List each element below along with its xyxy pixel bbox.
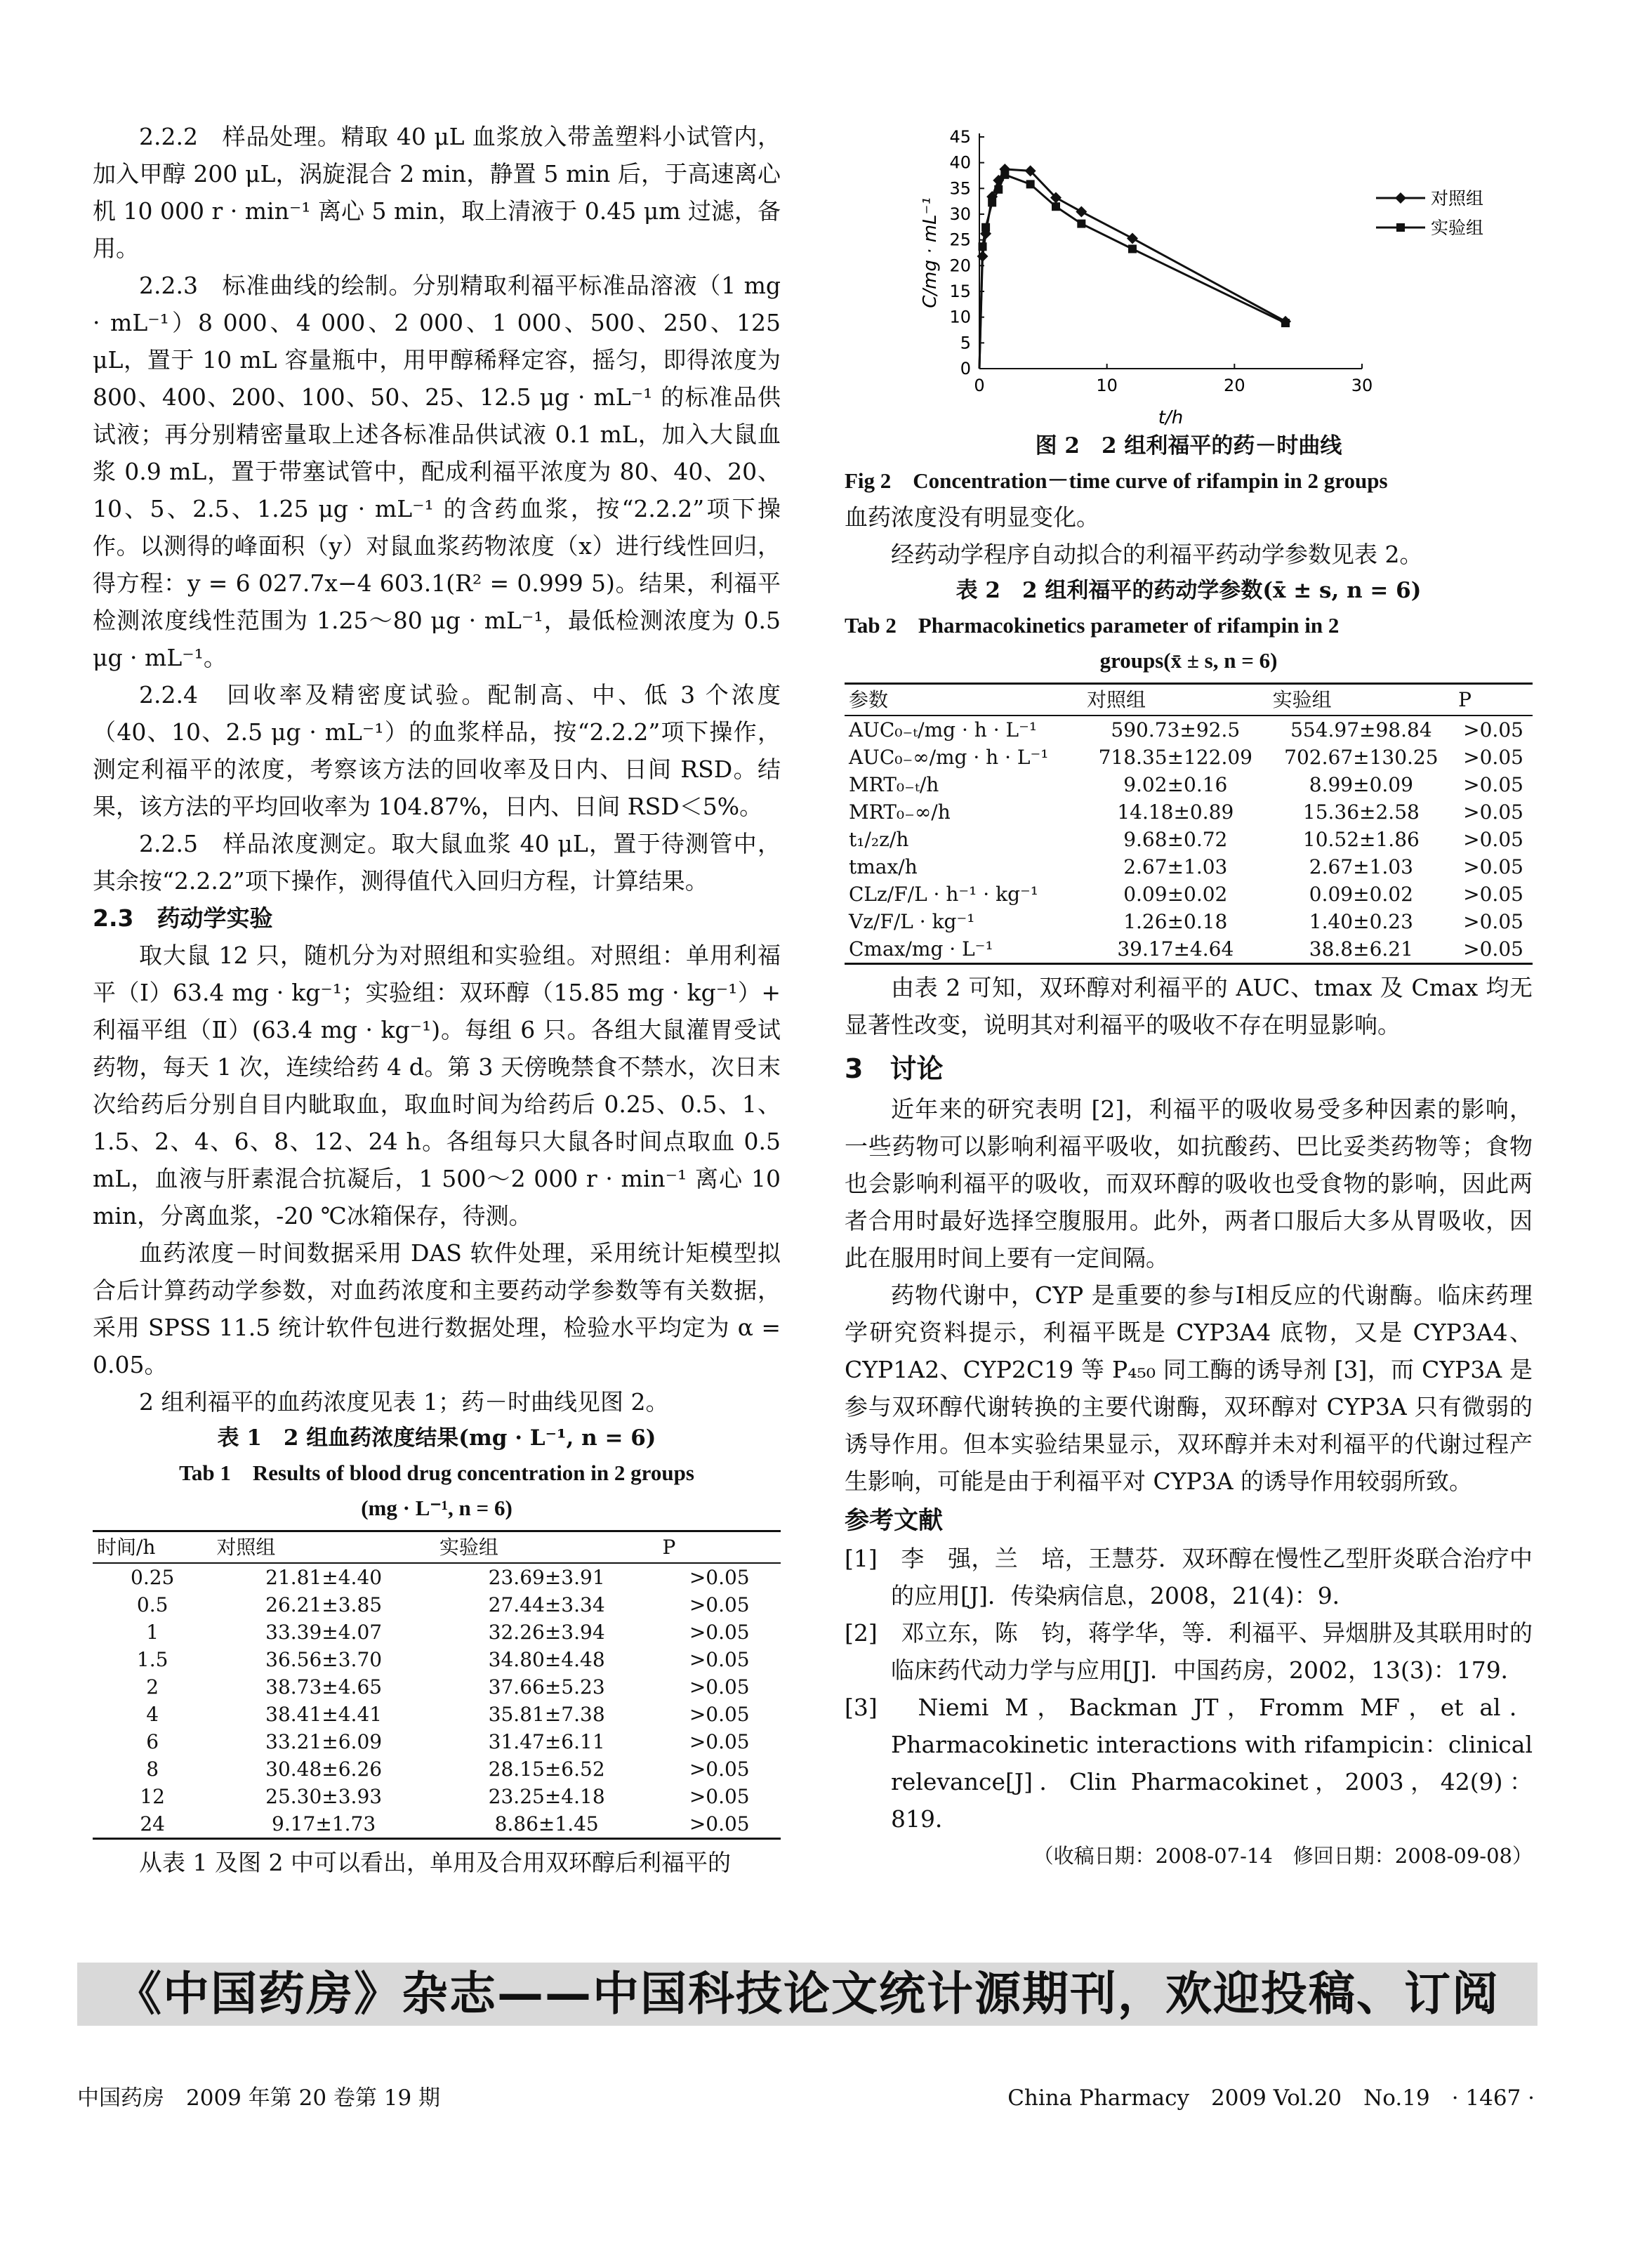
- table1-caption-en-1: Tab 1 Results of blood drug concentration in 2 groups: [179, 1461, 694, 1485]
- table1-header-row: [93, 1531, 781, 1564]
- paragraph-discussion-2: 药物代谢中，CYP 是重要的参与Ⅰ相反应的代谢酶。临床药理学研究资料提示，利福平既是 CYP3A4 底物，又是 CYP3A4、CYP1A2、CYP2C19 等 P₄₅₀ 同工酶的诱导剂 [3]，而 CYP3A 是参与双环醇代谢转换的主要代谢酶，双环醇对 CYP3A 只有微弱的诱导作用。但本实验结果显示，双环醇并未对利福平的代谢过程产生影响，可能是由于利福平对 CYP3A 的诱导作用较弱所致。: [845, 1281, 1533, 1495]
- table2-caption-en-1: Tab 2 Pharmacokinetics parameter of rifampin in 2: [845, 613, 1340, 638]
- legend-marker: [1395, 192, 1406, 204]
- x-tick-label: 10: [1096, 376, 1118, 395]
- section-2-2-5: 2.2.5 样品浓度测定。取大鼠血浆 40 μL，置于待测管中，其余按“2.2.2”项下操作，测得值代入回归方程，计算结果。: [93, 830, 781, 895]
- table2-header: 参数: [845, 684, 1083, 716]
- chart-plot-area: [920, 127, 1483, 428]
- data-point: [1281, 319, 1290, 327]
- table-cell: >0.05: [1463, 828, 1523, 851]
- table-cell: >0.05: [658, 1810, 781, 1839]
- table-cell: 37.66±5.23: [488, 1675, 605, 1699]
- section-2-2-4: 2.2.4 回收率及精密度试验。配制高、中、低 3 个浓度（40、10、2.5 μg · mL⁻¹）的血浆样品，按“2.2.2”项下操作，测定利福平的浓度，考察该方法的回收率及日内、日间 RSD。结果，该方法的平均回收率为 104.87%，日内、日间 RSD＜5%。: [93, 681, 781, 820]
- data-point: [1026, 180, 1035, 188]
- table-cell: 14.18±0.89: [1117, 800, 1234, 824]
- table-cell: tmax/h: [849, 855, 918, 878]
- data-point: [981, 223, 990, 232]
- table-cell: Vz/F/L · kg⁻¹: [849, 910, 975, 933]
- table-row: [93, 1591, 781, 1618]
- y-tick-label: 15: [949, 282, 971, 301]
- table-cell: >0.05: [689, 1758, 750, 1781]
- table-cell: 1: [146, 1621, 159, 1644]
- table-cell: >0.05: [1463, 910, 1523, 933]
- table-cell: 33.39±4.07: [265, 1621, 383, 1644]
- table1-header: 时间/h: [93, 1531, 212, 1564]
- section-2-2-3: 2.2.3 标准曲线的绘制。分别精取利福平标准品溶液（1 mg · mL⁻¹）8 000、4 000、2 000、1 000、500、250、125 μL，置于 10 mL 容量瓶中，用甲醇稀释定容，摇匀，即得浓度为 800、400、200、100、50、25、12.5 μg · mL⁻¹ 的标准品供试液；再分别精密量取上述各标准品供试液 0.1 mL，加入大鼠血浆 0.9 mL，置于带塞试管中，配成利福平浓度为 80、40、20、10、5、2.5、1.25 μg · mL⁻¹ 的含药血浆，按“2.2.2”项下操作。以测得的峰面积（y）对鼠血浆药物浓度（x）进行线性回归，得方程：y = 6 027.7x−4 603.1(R² = 0.999 5)。结果，利福平检测浓度线性范围为 1.25～80 μg · mL⁻¹，最低检测浓度为 0.5 μg · mL⁻¹。: [93, 272, 781, 671]
- table-cell: 9.02±0.16: [1123, 773, 1228, 796]
- table-cell: 2.67±1.03: [1309, 855, 1413, 878]
- table-cell: >0.05: [689, 1703, 750, 1726]
- table-cell: >0.05: [689, 1621, 750, 1644]
- table-row: [845, 853, 1533, 881]
- table2: [845, 683, 1533, 965]
- y-tick-label: 0: [960, 359, 971, 378]
- table-cell: 23.25±4.18: [488, 1785, 605, 1808]
- legend-label: 对照组: [1431, 188, 1484, 209]
- table-cell: 0.09±0.02: [1123, 883, 1228, 906]
- table-row: [845, 826, 1533, 853]
- references-list: [845, 1540, 1533, 1838]
- table-cell: 4: [146, 1703, 159, 1726]
- received-dates: （收稿日期：2008-07-14 修回日期：2008-09-08）: [1033, 1844, 1533, 1868]
- table-row: [93, 1755, 781, 1783]
- series-line-0: [979, 169, 1285, 369]
- right-column: [845, 428, 1533, 1875]
- footer-right: China Pharmacy 2009 Vol.20 No.19 · 1467 ·: [1007, 2085, 1535, 2111]
- paragraph-discussion-1: 近年来的研究表明 [2]，利福平的吸收易受多种因素的影响，一些药物可以影响利福平吸收，如抗酸药、巴比妥类药物等；食物也会影响利福平的吸收，而双环醇的吸收也受食物的影响，因此两者合用时最好选择空腹服用。此外，两者口服后大多从胃吸收，因此在服用时间上要有一定间隔。: [845, 1095, 1533, 1272]
- table-cell: 21.81±4.40: [265, 1566, 383, 1589]
- table1-caption-cn: 表 1 2 组血药浓度结果(mg · L⁻¹, n = 6): [217, 1425, 656, 1451]
- table-cell: >0.05: [689, 1785, 750, 1808]
- left-column: [93, 118, 781, 1881]
- table-cell: 26.21±3.85: [265, 1593, 383, 1616]
- y-tick-label: 45: [949, 127, 971, 147]
- table1-body: [93, 1563, 781, 1839]
- table1-caption-en-2: (mg · L⁻¹, n = 6): [361, 1496, 512, 1520]
- table2-caption-cn: 表 2 2 组利福平的药动学参数(x̄ ± s, n = 6): [955, 578, 1422, 603]
- table-cell: 1.5: [136, 1648, 168, 1671]
- table-cell: 28.15±6.52: [488, 1758, 605, 1781]
- table-cell: 0.09±0.02: [1309, 883, 1413, 906]
- table-cell: AUC₀₋ₜ/mg · h · L⁻¹: [849, 718, 1038, 741]
- table-cell: 8.99±0.09: [1309, 773, 1413, 796]
- table1: [93, 1530, 781, 1840]
- journal-banner: 《中国药房》杂志——中国科技论文统计源期刊，欢迎投稿、订阅: [77, 1963, 1538, 2026]
- table-cell: 38.41±4.41: [265, 1703, 383, 1726]
- table-row: [93, 1618, 781, 1646]
- table-cell: >0.05: [1463, 773, 1523, 796]
- table-cell: 23.69±3.91: [488, 1566, 605, 1589]
- table-cell: 9.17±1.73: [212, 1810, 435, 1839]
- table-cell: 30.48±6.26: [265, 1758, 383, 1781]
- data-point: [1000, 171, 1009, 179]
- table-cell: 34.80±4.48: [488, 1648, 605, 1671]
- table2-header-row: [845, 684, 1533, 716]
- table-cell: AUC₀₋∞/mg · h · L⁻¹: [849, 746, 1049, 769]
- table-cell: 39.17±4.64: [1083, 935, 1269, 964]
- reference-item: [2] 邓立东，陈 钧，蒋学华，等．利福平、异烟肼及其联用时的临床药代动力学与应用[J]．中国药房，2002，13(3)：179．: [845, 1619, 1533, 1684]
- figure2-caption-en: Fig 2 Concentration－time curve of rifampin in 2 groups: [845, 468, 1388, 493]
- paragraph-ref-table2: 经药动学程序自动拟合的利福平药动学参数见表 2。: [891, 541, 1423, 568]
- y-tick-label: 20: [949, 256, 971, 276]
- y-tick-label: 35: [949, 178, 971, 199]
- x-tick-label: 20: [1224, 376, 1245, 395]
- table-row: [93, 1728, 781, 1755]
- table-cell: 1.26±0.18: [1123, 910, 1228, 933]
- paragraph-das: 血药浓度－时间数据采用 DAS 软件处理，采用统计矩模型拟合后计算药动学参数，对血药浓度和主要药动学参数等有关数据，采用 SPSS 11.5 统计软件包进行数据处理，检验水平均定为 α = 0.05。: [93, 1239, 781, 1378]
- table-cell: >0.05: [689, 1675, 750, 1699]
- table-cell: t₁/₂z/h: [849, 828, 909, 851]
- table-cell: >0.05: [1463, 746, 1523, 769]
- table-cell: >0.05: [689, 1648, 750, 1671]
- table-cell: 24: [93, 1810, 212, 1839]
- x-tick-label: 30: [1351, 376, 1373, 395]
- table-cell: >0.05: [1463, 718, 1523, 741]
- table-cell: 38.73±4.65: [265, 1675, 383, 1699]
- x-axis-label: t/h: [1158, 407, 1184, 428]
- table-cell: MRT₀₋ₜ/h: [849, 773, 939, 796]
- paragraph-pk-method: 取大鼠 12 只，随机分为对照组和实验组。对照组：单用利福平（Ⅰ）63.4 mg · kg⁻¹；实验组：双环醇（15.85 mg · kg⁻¹）+ 利福平组（Ⅱ）(63.4 mg · kg⁻¹)。每组 6 只。各组大鼠灌胃受试药物，每天 1 次，连续给药 4 d。第 3 天傍晚禁食不禁水，次日末次给药后分别自目内眦取血，取血时间为给药后 0.25、0.5、1、1.5、2、4、6、8、12、24 h。各组每只大鼠各时间点取血 0.5 mL，血液与肝素混合抗凝后，1 500～2 000 r · min⁻¹ 离心 10 min，分离血浆，-20 ℃冰箱保存，待测。: [93, 942, 781, 1229]
- y-tick-label: 25: [949, 230, 971, 250]
- table-cell: 0.25: [131, 1566, 175, 1589]
- table-cell: 32.26±3.94: [488, 1621, 605, 1644]
- table-cell: >0.05: [1454, 935, 1533, 964]
- table-cell: 9.68±0.72: [1123, 828, 1228, 851]
- table-cell: 35.81±7.38: [488, 1703, 605, 1726]
- x-tick-label: 0: [974, 376, 985, 395]
- table-cell: 25.30±3.93: [265, 1785, 383, 1808]
- y-axis-label: C/mg · mL⁻¹: [920, 197, 941, 308]
- table-cell: 31.47±6.11: [488, 1730, 605, 1753]
- data-point: [1127, 232, 1138, 244]
- table-row: [93, 1646, 781, 1673]
- table-cell: 554.97±98.84: [1290, 718, 1432, 741]
- reference-item: [3] Niemi M，Backman JT，Fromm MF，et al．Pharmacokinetic interactions with rifampicin：clinical relevance[J]．Clin Pharmacokinet，2003，42(9)：819．: [845, 1694, 1533, 1833]
- data-point: [1128, 245, 1137, 253]
- table-cell: 2: [146, 1675, 159, 1699]
- table-cell: 6: [146, 1730, 159, 1753]
- legend-label: 实验组: [1431, 218, 1484, 238]
- references-title: 参考文献: [845, 1507, 944, 1535]
- table2-header: P: [1454, 684, 1533, 716]
- table1-header: 对照组: [212, 1531, 435, 1564]
- table-cell: Cmax/mg · L⁻¹: [845, 935, 1083, 964]
- y-tick-label: 10: [949, 307, 971, 327]
- paragraph-conclusion-start: 从表 1 及图 2 中可以看出，单用及合用双环醇后利福平的: [139, 1849, 731, 1876]
- table-row: [845, 881, 1533, 908]
- table-cell: 15.36±2.58: [1302, 800, 1420, 824]
- table-cell: 1.40±0.23: [1309, 910, 1413, 933]
- table-cell: 38.8±6.21: [1269, 935, 1455, 964]
- table-row: [845, 771, 1533, 798]
- table-row: [845, 908, 1533, 935]
- legend-marker: [1396, 223, 1405, 232]
- table-cell: 8.86±1.45: [435, 1810, 659, 1839]
- table-row: [93, 1783, 781, 1810]
- data-point: [1052, 202, 1060, 211]
- table-row: [845, 798, 1533, 826]
- table-cell: 590.73±92.5: [1111, 718, 1241, 741]
- footer-left: 中国药房 2009 年第 20 卷第 19 期: [77, 2085, 441, 2111]
- y-tick-label: 40: [949, 152, 971, 173]
- reference-item: [1] 李 强，兰 培，王慧芬．双环醇在慢性乙型肝炎联合治疗中的应用[J]．传染病信息，2008，21(4)：9．: [845, 1545, 1533, 1609]
- table-row: [93, 1701, 781, 1728]
- table-cell: >0.05: [689, 1593, 750, 1616]
- data-point: [979, 242, 987, 251]
- table2-body: [845, 716, 1533, 964]
- table-cell: 12: [140, 1785, 165, 1808]
- table-cell: >0.05: [1463, 883, 1523, 906]
- table1-header: 实验组: [435, 1531, 659, 1564]
- table2-header: 实验组: [1269, 684, 1455, 716]
- table-cell: >0.05: [689, 1566, 750, 1589]
- table-cell: 27.44±3.34: [488, 1593, 605, 1616]
- table-cell: 10.52±1.86: [1302, 828, 1420, 851]
- table2-header: 对照组: [1083, 684, 1269, 716]
- y-tick-label: 5: [960, 333, 971, 353]
- table-cell: MRT₀₋∞/h: [849, 800, 951, 824]
- table-cell: 718.35±122.09: [1098, 746, 1252, 769]
- paragraph-no-change: 血药浓度没有明显变化。: [845, 503, 1099, 531]
- table-cell: 0.5: [136, 1593, 168, 1616]
- series-line-1: [979, 175, 1285, 369]
- paragraph-table2-conclusion: 由表 2 可知，双环醇对利福平的 AUC、tmax 及 Cmax 均无显著性改变，说明其对利福平的吸收不存在明显影响。: [845, 974, 1533, 1039]
- heading-3-discussion: 3 讨论: [845, 1053, 944, 1084]
- table-cell: 2.67±1.03: [1123, 855, 1228, 878]
- table-cell: 33.21±6.09: [265, 1730, 383, 1753]
- table-row: [93, 1810, 781, 1839]
- section-2-2-2: 2.2.2 样品处理。精取 40 μL 血浆放入带盖塑料小试管内，加入甲醇 200 μL，涡旋混合 2 min，静置 5 min 后，于高速离心机 10 000 r · min⁻¹ 离心 5 min，取上清液于 0.45 μm 过滤，备用。: [93, 123, 781, 262]
- table-row: [93, 1673, 781, 1701]
- table1-header: P: [658, 1531, 781, 1564]
- table-cell: CLz/F/L · h⁻¹ · kg⁻¹: [849, 883, 1038, 906]
- table-cell: >0.05: [689, 1730, 750, 1753]
- data-point: [994, 185, 1003, 194]
- table-cell: 8: [146, 1758, 159, 1781]
- data-point: [1076, 206, 1087, 217]
- table-row: [845, 935, 1533, 964]
- data-point: [988, 198, 996, 206]
- y-tick-label: 30: [949, 204, 971, 224]
- table-cell: >0.05: [1463, 800, 1523, 824]
- table-cell: >0.05: [1463, 855, 1523, 878]
- figure2-caption-cn: 图 2 2 组利福平的药－时曲线: [1035, 433, 1342, 459]
- table-row: [845, 716, 1533, 744]
- heading-2-3: 2.3 药动学实验: [93, 904, 273, 932]
- table-cell: 36.56±3.70: [265, 1648, 383, 1671]
- data-point: [1077, 220, 1085, 228]
- table-row: [93, 1563, 781, 1591]
- table-cell: 702.67±130.25: [1284, 746, 1439, 769]
- figure-2-chart: [913, 119, 1530, 428]
- paragraph-ref-table1: 2 组利福平的血药浓度见表 1；药－时曲线见图 2。: [139, 1388, 669, 1416]
- table2-caption-en-2: groups(x̄ ± s, n = 6): [1099, 648, 1278, 673]
- table-row: [845, 744, 1533, 771]
